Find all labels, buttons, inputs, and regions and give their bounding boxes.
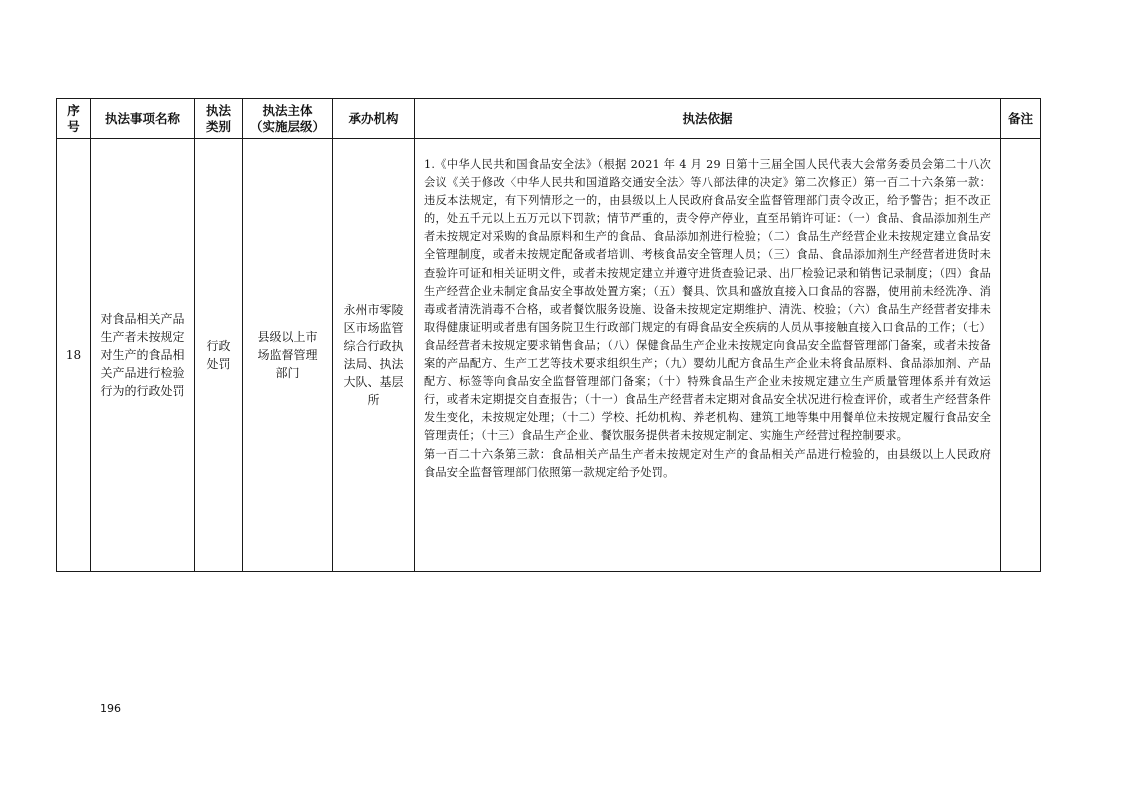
cell-seq: 18 [57,139,91,572]
header-item-name: 执法事项名称 [91,99,195,139]
header-seq: 序 号 [57,99,91,139]
enforcement-table [56,98,1041,572]
header-basis: 执法依据 [415,99,1001,139]
cell-basis [415,139,1001,572]
table-header-row [57,99,1041,139]
table-row [57,139,1041,572]
cell-category: 行政处罚 [195,139,243,572]
cell-subject: 县级以上市场监督管理部门 [243,139,333,572]
basis-paragraph-1: 1.《中华人民共和国食品安全法》（根据 2021 年 4 月 29 日第十三届全国人民代表大会常务委员会第二十八次会议《关于修改〈中华人民共和国道路交通安全法〉等八部法律的决定》第二次修正）第一百二十六条第一款：违反本法规定，有下列情形之一的，由县级以上人民政府食品安全监督管理部门责令改正，给予警告；拒不改正的，处五千元以上五万元以下罚款；情节严重的，责令停产停业，直至吊销许可证：（一）食品、食品添加剂生产者未按规定对采购的食品原料和生产的食品、食品添加剂进行检验；（二）食品生产经营企业未按规定建立食品安全管理制度，或者未按规定配备或者培训、考核食品安全管理人员；（三）食品、食品添加剂生产经营者进货时未查验许可证和相关证明文件，或者未按规定建立并遵守进货查验记录、出厂检验记录和销售记录制度；（四）食品生产经营企业未制定食品安全事故处置方案；（五）餐具、饮具和盛放直接入口食品的容器，使用前未经洗净、消毒或者清洗消毒不合格，或者餐饮服务设施、设备未按规定定期维护、清洗、校验；（六）食品生产经营者安排未取得健康证明或者患有国务院卫生行政部门规定的有碍食品安全疾病的人员从事接触直接入口食品的工作；（七）食品经营者未按规定要求销售食品；（八）保健食品生产企业未按规定向食品安全监督管理部门备案，或者未按备案的产品配方、生产工艺等技术要求组织生产；（九）婴幼儿配方食品生产企业未将食品原料、食品添加剂、产品配方、标签等向食品安全监督管理部门备案；（十）特殊食品生产企业未按规定建立生产质量管理体系并有效运行，或者未定期提交自查报告；（十一）食品生产经营者未定期对食品安全状况进行检查评价，或者生产经营条件发生变化，未按规定处理；（十二）学校、托幼机构、养老机构、建筑工地等集中用餐单位未按规定履行食品安全管理责任；（十三）食品生产企业、餐饮服务提供者未按规定制定、实施生产经营过程控制要求。 [424,158,991,443]
header-subject: 执法主体 （实施层级） [243,99,333,139]
cell-item-name: 对食品相关产品生产者未按规定对生产的食品相关产品进行检验行为的行政处罚 [91,139,195,572]
header-agency: 承办机构 [333,99,415,139]
cell-remarks [1001,139,1041,572]
header-remarks: 备注 [1001,99,1041,139]
header-category: 执法 类别 [195,99,243,139]
basis-paragraph-2: 第一百二十六条第三款：食品相关产品生产者未按规定对生产的食品相关产品进行检验的，由县级以上人民政府食品安全监督管理部门依照第一款规定给予处罚。 [424,447,991,479]
page-number: 196 [100,702,121,715]
cell-agency: 永州市零陵区市场监管综合行政执法局、执法大队、基层所 [333,139,415,572]
